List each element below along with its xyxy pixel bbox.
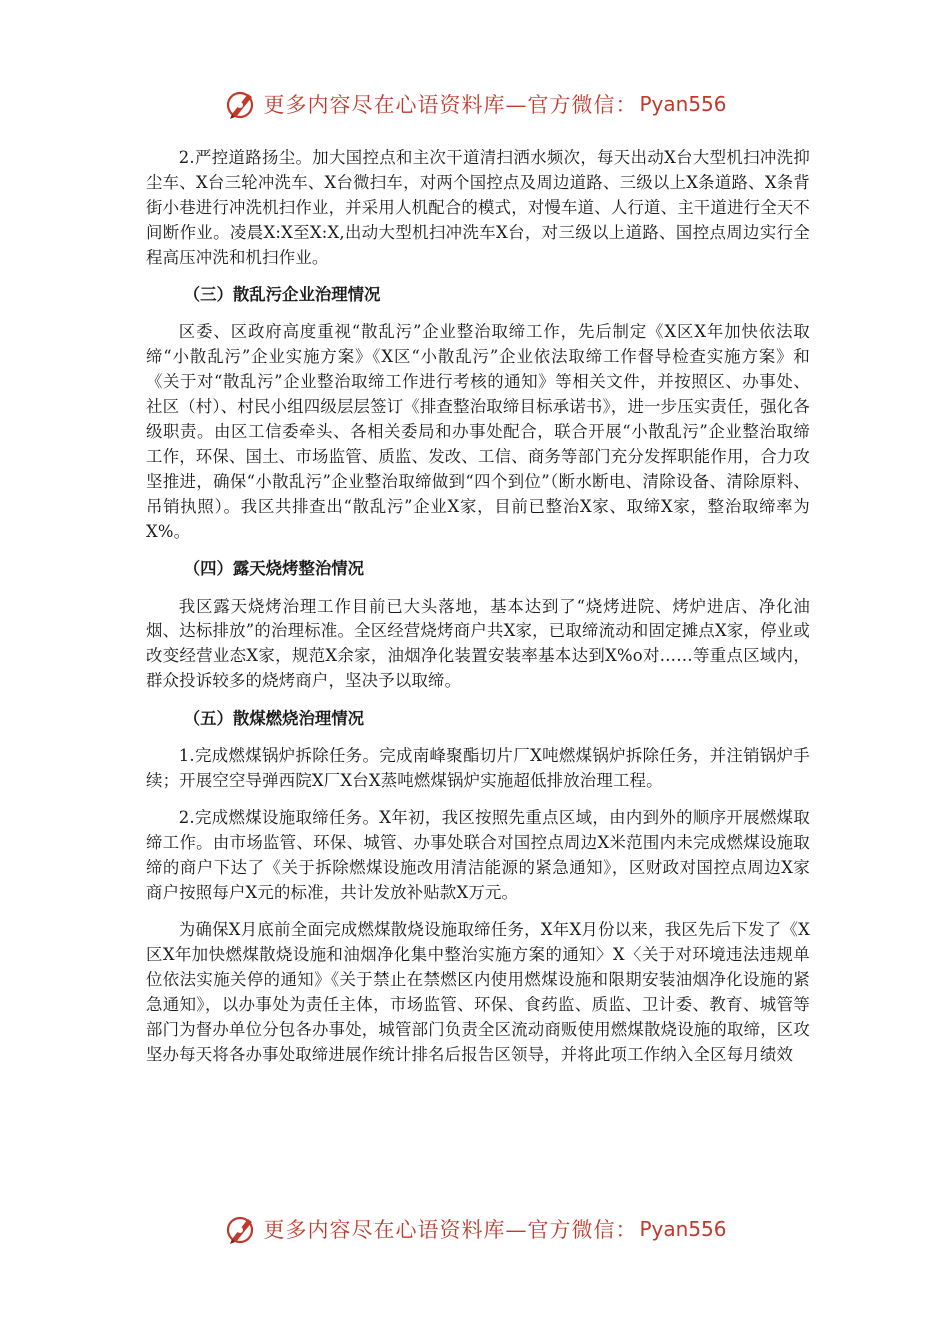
pen-circle-logo-icon bbox=[223, 1211, 259, 1247]
paragraph-scattered-enterprises: 区委、区政府高度重视“散乱污”企业整治取缔工作，先后制定《X区X年加快依法取缔“小散乱污”企业实施方案》《X区“小散乱污”企业依法取缔工作督导检查实施方案》和《关于对“散乱污”企业整治取缔工作进行考核的通知》等相关文件，并按照区、办事处、社区（村）、村民小组四级层层签订《排查整治取缔目标承诺书》，进一步压实责任，强化各级职责。由区工信委牵头、各相关委局和办事处配合，联合开展“小散乱污”企业整治取缔工作，环保、国土、市场监管、质监、发改、工信、商务等部门充分发挥职能作用，合力攻坚推进，确保“小散乱污”企业整治取缔做到“四个到位”（断水断电、清除设备、清除原料、吊销执照）。我区共排查出“散乱污”企业X家，目前已整治X家、取缔X家，整治取缔率为X%。 bbox=[146, 322, 810, 541]
paragraph-coal-boiler: 1.完成燃煤锅炉拆除任务。完成南峰聚酯切片厂X吨燃煤锅炉拆除任务，并注销锅炉手续；开展空空导弹西院X厂X台X蒸吨燃煤锅炉实施超低排放治理工程。 bbox=[146, 746, 810, 790]
section-heading-5: （五）散煤燃烧治理情况 bbox=[183, 708, 365, 728]
header-wechat-handle: Pyan556 bbox=[639, 92, 727, 116]
header-banner-text: 更多内容尽在心语资料库—官方微信： bbox=[263, 93, 638, 117]
document-body bbox=[146, 146, 810, 1080]
footer-wechat-handle: Pyan556 bbox=[639, 1217, 727, 1241]
paragraph-outdoor-bbq: 我区露天烧烤治理工作目前已大头落地，基本达到了“烧烤进院、烤炉进店、净化油烟、达标排放”的治理标准。全区经营烧烤商户共X家，已取缔流动和固定摊点X家，停业或改变经营业态X家，规范X余家，油烟净化装置安装率基本达到X%o对……等重点区域内，群众投诉较多的烧烤商户，坚决予以取缔。 bbox=[146, 596, 810, 691]
paragraph-coal-facility: 2.完成燃煤设施取缔任务。X年初，我区按照先重点区域，由内到外的顺序开展燃煤取缔工作。由市场监管、环保、城管、办事处联合对国控点周边X米范围内未完成燃煤设施取缔的商户下达了《关于拆除燃煤设施改用清洁能源的紧急通知》，区财政对国控点周边X家商户按照每户X元的标准，共计发放补贴款X万元。 bbox=[146, 808, 810, 903]
header-banner bbox=[0, 84, 950, 124]
footer-banner-text: 更多内容尽在心语资料库—官方微信： bbox=[263, 1218, 638, 1242]
section-heading-4: （四）露天烧烤整治情况 bbox=[183, 559, 365, 579]
paragraph-road-dust: 2.严控道路扬尘。加大国控点和主次干道清扫洒水频次，每天出动X台大型机扫冲洗抑尘车、X台三轮冲洗车、X台微扫车，对两个国控点及周边道路、三级以上X条道路、X条背街小巷进行冲洗机扫作业，并采用人机配合的模式，对慢车道、人行道、主干道进行全天不间断作业。凌晨X:X至X:X,出动大型机扫冲洗车X台，对三级以上道路、国控点周边实行全程高压冲洗和机扫作业。 bbox=[146, 148, 810, 267]
section-heading-3: （三）散乱污企业治理情况 bbox=[183, 285, 381, 305]
paragraph-coal-deadline: 为确保X月底前全面完成燃煤散烧设施取缔任务，X年X月份以来，我区先后下发了《X区X年加快燃煤散烧设施和油烟净化集中整治实施方案的通知〉X〈关于对环境违法违规单位依法实施关停的通知》《关于禁止在禁燃区内使用燃煤设施和限期安装油烟净化设施的紧急通知》，以办事处为责任主体，市场监管、环保、食药监、质监、卫计委、教育、城管等部门为督办单位分包各办事处，城管部门负责全区流动商贩使用燃煤散烧设施的取缔，区攻坚办每天将各办事处取缔进展作统计排名后报告区领导，并将此项工作纳入全区每月绩效 bbox=[146, 920, 810, 1064]
footer-banner bbox=[0, 1209, 950, 1249]
pen-circle-logo-icon bbox=[223, 86, 259, 122]
